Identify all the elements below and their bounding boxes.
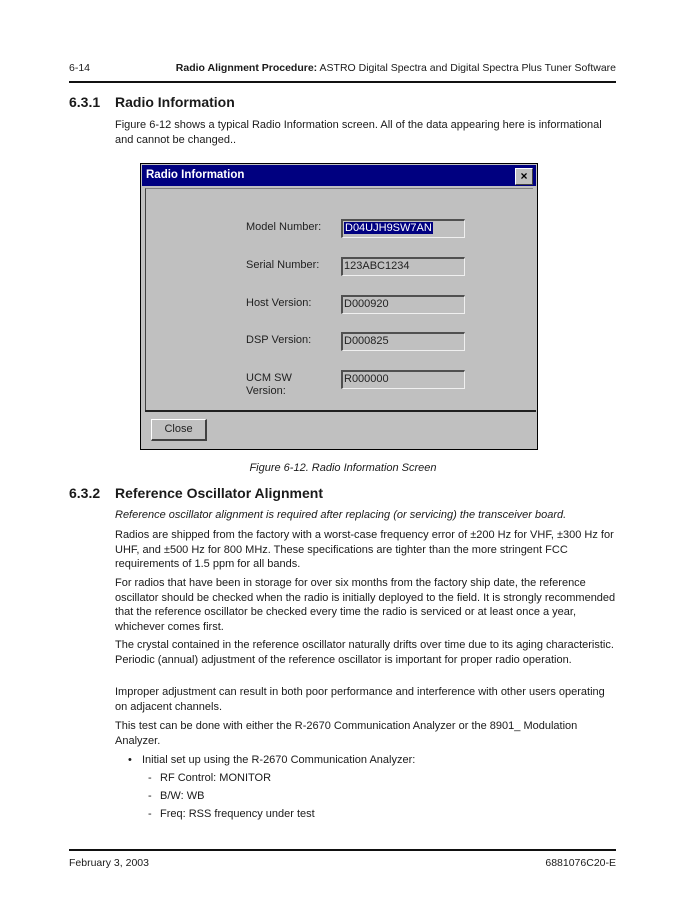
serial-number-label: Serial Number: <box>246 259 320 271</box>
host-version-label: Host Version: <box>246 297 312 309</box>
radio-information-dialog <box>140 163 538 450</box>
dsp-version-field[interactable]: D000825 <box>341 332 465 351</box>
host-version-field[interactable]: D000920 <box>341 295 465 314</box>
section-number: 6.3.1 <box>69 94 101 110</box>
paragraph: Radios are shipped from the factory with a worst-case frequency error of ±200 Hz for VHF, ±300 Hz for UHF, and ±500 Hz for 800 MHz. These specifications are tighter than the more stringent FCC requirements of 1.5 ppm for all bands. <box>115 529 614 570</box>
figure-caption: Figure 6-12. Radio Information Screen <box>249 462 437 474</box>
dialog-body <box>145 188 533 411</box>
footer-rule <box>69 849 616 851</box>
section-number: 6.3.2 <box>69 485 101 501</box>
model-number-field[interactable] <box>341 219 465 238</box>
section-title: Radio Information <box>115 94 235 110</box>
model-number-label: Model Number: <box>246 221 322 233</box>
header-rule <box>69 81 616 83</box>
ucm-sw-version-label <box>246 372 292 398</box>
running-header-bold: Radio Alignment Procedure: <box>175 62 318 74</box>
running-header <box>176 62 616 74</box>
section-title: Reference Oscillator Alignment <box>115 485 323 501</box>
intro-paragraph: Reference oscillator alignment is required after replacing (or servicing) the transceiver board. <box>115 509 567 521</box>
dsp-version-label: DSP Version: <box>246 334 312 346</box>
bullet-marker: • <box>128 754 132 766</box>
ucm-label-line2: Version: <box>246 385 286 397</box>
close-button[interactable]: Close <box>151 419 207 441</box>
sub-item: Freq: RSS frequency under test <box>160 808 315 820</box>
dialog-separator <box>145 410 536 412</box>
running-header-rest: ASTRO Digital Spectra and Digital Spectra Plus Tuner Software <box>317 62 616 74</box>
serial-number-field[interactable]: 123ABC1234 <box>341 257 465 276</box>
sub-item: RF Control: MONITOR <box>160 772 272 784</box>
dash-marker: - <box>148 772 152 784</box>
sub-item: B/W: WB <box>160 790 205 802</box>
dialog-titlebar <box>142 165 536 186</box>
footer-doc-number: 6881076C20-E <box>545 857 616 869</box>
ucm-sw-version-field[interactable]: R000000 <box>341 370 465 389</box>
paragraph: Improper adjustment can result in both poor performance and interference with other users operating on adjacent channels. <box>115 686 605 713</box>
paragraph: This test can be done with either the R-2670 Communication Analyzer or the 8901_ Modulation Analyzer. <box>115 720 578 747</box>
dash-marker: - <box>148 808 152 820</box>
footer-date: February 3, 2003 <box>69 857 149 869</box>
paragraph: For radios that have been in storage for over six months from the factory ship date, the reference oscillator should be checked when the radio is initially deployed to the field. It is strongly recommended that the reference oscillator be checked every time the radio is serviced or at least once a year, whichever comes first. <box>115 577 616 633</box>
ucm-label-line1: UCM SW <box>246 372 292 384</box>
dash-marker: - <box>148 790 152 802</box>
close-icon[interactable]: × <box>515 168 533 185</box>
paragraph: Figure 6-12 shows a typical Radio Information screen. All of the data appearing here is informational and cannot be changed.. <box>115 119 602 146</box>
model-number-value: D04UJH9SW7AN <box>345 222 432 234</box>
paragraph: The crystal contained in the reference oscillator naturally drifts over time due to its aging characteristic. Periodic (annual) adjustment of the reference oscillator is important for proper radio operation. <box>115 639 614 666</box>
page-number: 6-14 <box>69 62 91 74</box>
dialog-title: Radio Information <box>146 169 245 181</box>
bullet-item: Initial set up using the R-2670 Communication Analyzer: <box>142 754 416 766</box>
